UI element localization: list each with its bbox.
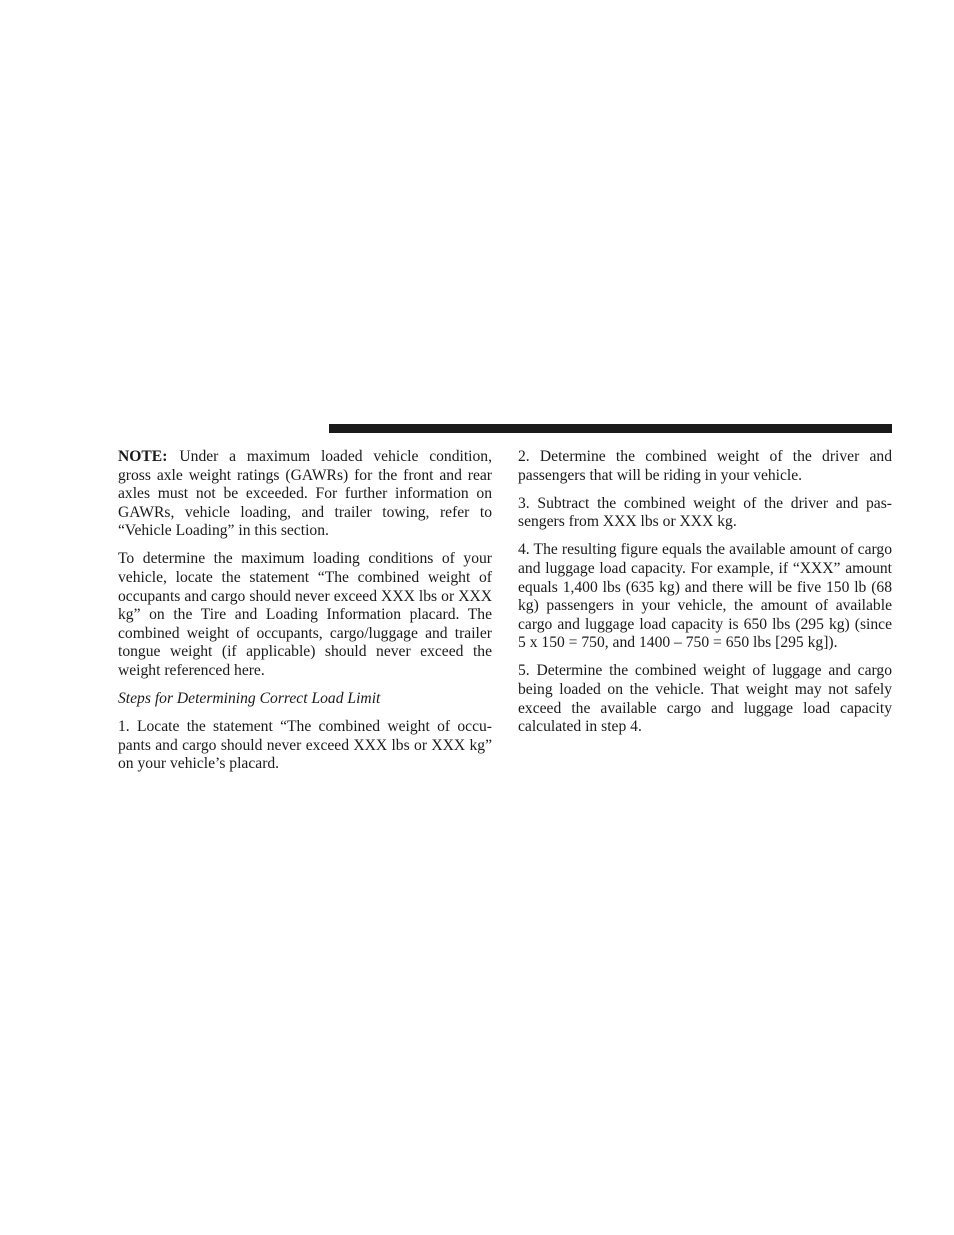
step-4: 4. The resulting figure equals the available amount of cargo and luggage load capacity. For example, if “XXX” amount equals 1,400 lbs (635 kg) and there will be five 150 lb (68 kg) passengers in your vehicle, the amount of available cargo and luggage load capacity is 650 lbs (295 kg) (since 5 x 150 = 750, and 1400 – 750 = 650 lbs [295 kg]). — [518, 541, 892, 652]
step-1: 1. Locate the statement “The combined weight of occupants and cargo should never exceed XXX lbs or XXX kg” on your vehicle’s placard. — [118, 718, 492, 773]
note-text: Under a maximum loaded vehicle condition, gross axle weight ratings (GAWRs) for the front and rear axles must not be exceeded. For further information on GAWRs, vehicle loading, and trailer towing, refer to “Vehicle Loading” in this section. — [118, 448, 492, 540]
note-label: NOTE: — [118, 448, 168, 465]
step-5: 5. Determine the combined weight of luggage and cargo being loaded on the vehicle. That weight may not safely exceed the available cargo and luggage load capacity calculated in step 4. — [518, 662, 892, 736]
left-column — [118, 448, 492, 784]
step-2: 2. Determine the combined weight of the driver and passengers that will be riding in your vehicle. — [518, 448, 892, 484]
steps-subheading: Steps for Determining Correct Load Limit — [118, 690, 381, 708]
determine-loading-paragraph: To determine the maximum loading conditions of your vehicle, locate the statement “The combined weight of occupants and cargo should never exceed XXX lbs or XXX kg” on the Tire and Loading Information placard. The combined weight of occupants, cargo/luggage and trailer tongue weight (if applicable) should never exceed the weight referenced here. — [118, 550, 492, 680]
note-paragraph — [118, 448, 492, 541]
section-header-rule — [329, 424, 892, 433]
step-3: 3. Subtract the combined weight of the driver and passengers from XXX lbs or XXX kg. — [518, 494, 892, 531]
right-column — [518, 448, 892, 746]
